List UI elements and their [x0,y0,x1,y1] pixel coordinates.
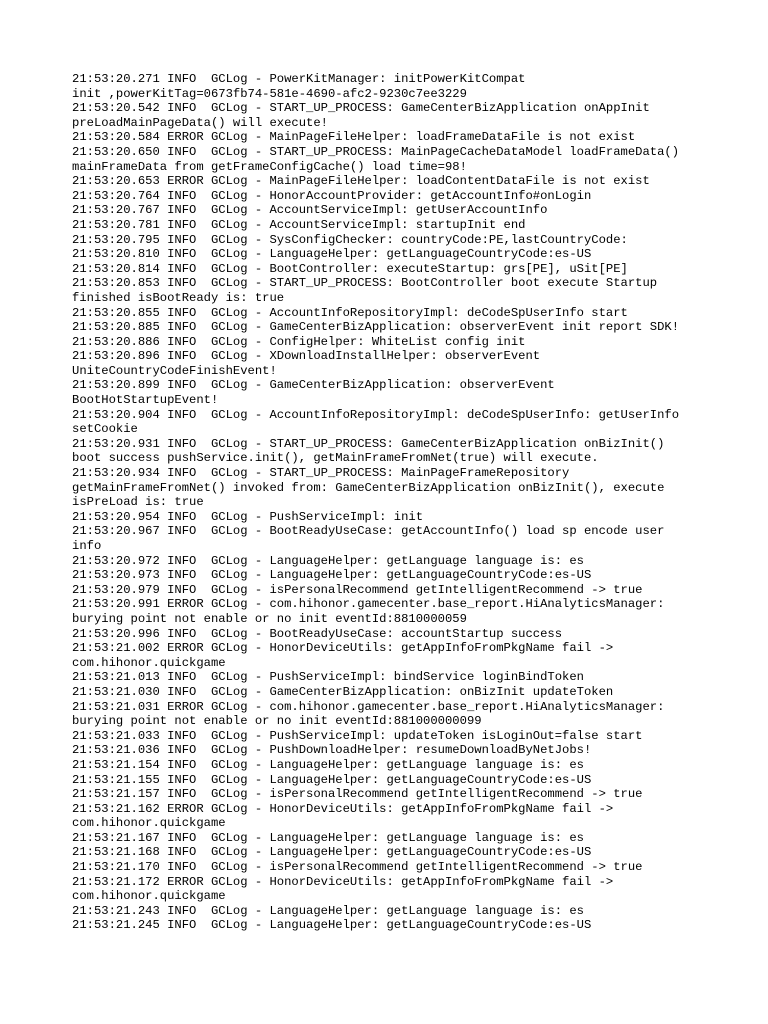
log-line: 21:53:21.243 INFO GCLog - LanguageHelper: getLanguage language is: es [72,903,584,918]
log-line: boot success pushService.init(), getMainFrameFromNet(true) will execute. [72,451,599,466]
log-line: mainFrameData from getFrameConfigCache() load time=98! [72,159,467,174]
log-line: 21:53:20.934 INFO GCLog - START_UP_PROCESS: MainPageFrameRepository [72,466,570,481]
log-document [72,72,712,933]
log-line: 21:53:21.033 INFO GCLog - PushServiceImpl: updateToken isLoginOut=false start [72,728,643,743]
log-line: com.hihonor.quickgame [72,889,226,904]
log-line: 21:53:20.584 ERROR GCLog - MainPageFileHelper: loadFrameDataFile is not exist [72,130,636,145]
log-line: 21:53:20.973 INFO GCLog - LanguageHelper: getLanguageCountryCode:es-US [72,568,592,583]
log-line: 21:53:21.245 INFO GCLog - LanguageHelper: getLanguageCountryCode:es-US [72,918,592,933]
log-line: 21:53:21.168 INFO GCLog - LanguageHelper: getLanguageCountryCode:es-US [72,845,592,860]
log-line: 21:53:20.814 INFO GCLog - BootController: executeStartup: grs[PE], uSit[PE] [72,261,628,276]
log-line: 21:53:20.904 INFO GCLog - AccountInfoRepositoryImpl: deCodeSpUserInfo: getUserInfo [72,407,680,422]
log-line: 21:53:21.031 ERROR GCLog - com.hihonor.gamecenter.base_report.HiAnalyticsManager: [72,699,665,714]
log-line: 21:53:20.931 INFO GCLog - START_UP_PROCESS: GameCenterBizApplication onBizInit() [72,436,665,451]
log-line: 21:53:21.030 INFO GCLog - GameCenterBizApplication: onBizInit updateToken [72,684,614,699]
log-line: 21:53:20.996 INFO GCLog - BootReadyUseCase: accountStartup success [72,626,563,641]
log-line: preLoadMainPageData() will execute! [72,115,328,130]
log-line: UniteCountryCodeFinishEvent! [72,363,277,378]
log-line: 21:53:21.154 INFO GCLog - LanguageHelper: getLanguage language is: es [72,757,584,772]
log-line: 21:53:21.167 INFO GCLog - LanguageHelper: getLanguage language is: es [72,830,584,845]
log-line: 21:53:20.271 INFO GCLog - PowerKitManager: initPowerKitCompat [72,72,526,86]
log-line: getMainFrameFromNet() invoked from: GameCenterBizApplication onBizInit(), execute [72,480,665,495]
log-line: 21:53:21.162 ERROR GCLog - HonorDeviceUtils: getAppInfoFromPkgName fail -> [72,801,614,816]
log-line: burying point not enable or no init eventId:8810000059 [72,611,467,626]
log-line: com.hihonor.quickgame [72,816,226,831]
log-line: 21:53:20.767 INFO GCLog - AccountServiceImpl: getUserAccountInfo [72,203,548,218]
log-line: 21:53:20.542 INFO GCLog - START_UP_PROCESS: GameCenterBizApplication onAppInit [72,101,650,116]
log-line: 21:53:20.855 INFO GCLog - AccountInfoRepositoryImpl: deCodeSpUserInfo start [72,305,628,320]
log-line: 21:53:21.172 ERROR GCLog - HonorDeviceUtils: getAppInfoFromPkgName fail -> [72,874,614,889]
log-line: isPreLoad is: true [72,495,204,510]
log-line: 21:53:20.896 INFO GCLog - XDownloadInstallHelper: observerEvent [72,349,541,364]
log-line: 21:53:21.155 INFO GCLog - LanguageHelper: getLanguageCountryCode:es-US [72,772,592,787]
log-line: 21:53:20.653 ERROR GCLog - MainPageFileHelper: loadContentDataFile is not exist [72,174,650,189]
log-line: 21:53:20.795 INFO GCLog - SysConfigChecker: countryCode:PE,lastCountryCode: [72,232,628,247]
log-line: com.hihonor.quickgame [72,655,226,670]
log-line: 21:53:21.013 INFO GCLog - PushServiceImpl: bindService loginBindToken [72,670,584,685]
log-line: 21:53:21.157 INFO GCLog - isPersonalRecommend getIntelligentRecommend -> true [72,787,643,802]
log-line: finished isBootReady is: true [72,290,285,305]
log-line: 21:53:20.781 INFO GCLog - AccountServiceImpl: startupInit end [72,217,526,232]
log-line: 21:53:20.967 INFO GCLog - BootReadyUseCase: getAccountInfo() load sp encode user [72,524,665,539]
log-line: 21:53:20.972 INFO GCLog - LanguageHelper: getLanguage language is: es [72,553,584,568]
log-line: burying point not enable or no init eventId:881000000099 [72,714,482,729]
log-line: 21:53:20.991 ERROR GCLog - com.hihonor.gamecenter.base_report.HiAnalyticsManager: [72,597,665,612]
log-line: 21:53:20.853 INFO GCLog - START_UP_PROCESS: BootController boot execute Startup [72,276,658,291]
log-line: BootHotStartupEvent! [72,393,219,408]
log-line: 21:53:20.954 INFO GCLog - PushServiceImpl: init [72,509,424,524]
log-line: 21:53:20.899 INFO GCLog - GameCenterBizApplication: observerEvent [72,378,555,393]
log-line: 21:53:20.810 INFO GCLog - LanguageHelper: getLanguageCountryCode:es-US [72,247,592,262]
log-line: 21:53:20.979 INFO GCLog - isPersonalRecommend getIntelligentRecommend -> true [72,582,643,597]
log-line: 21:53:21.002 ERROR GCLog - HonorDeviceUtils: getAppInfoFromPkgName fail -> [72,641,614,656]
log-line: 21:53:20.886 INFO GCLog - ConfigHelper: WhiteList config init [72,334,526,349]
log-line: 21:53:21.170 INFO GCLog - isPersonalRecommend getIntelligentRecommend -> true [72,860,643,875]
log-line: init ,powerKitTag=0673fb74-581e-4690-afc2-9230c7ee3229 [72,86,467,101]
log-line: info [72,539,102,553]
log-line: 21:53:20.885 INFO GCLog - GameCenterBizApplication: observerEvent init report SDK! [72,320,680,335]
log-line: 21:53:20.650 INFO GCLog - START_UP_PROCESS: MainPageCacheDataModel loadFrameData() [72,144,680,159]
log-line: setCookie [72,422,138,437]
log-line: 21:53:21.036 INFO GCLog - PushDownloadHelper: resumeDownloadByNetJobs! [72,743,592,758]
log-line: 21:53:20.764 INFO GCLog - HonorAccountProvider: getAccountInfo#onLogin [72,188,592,203]
log-text-block [72,72,712,933]
